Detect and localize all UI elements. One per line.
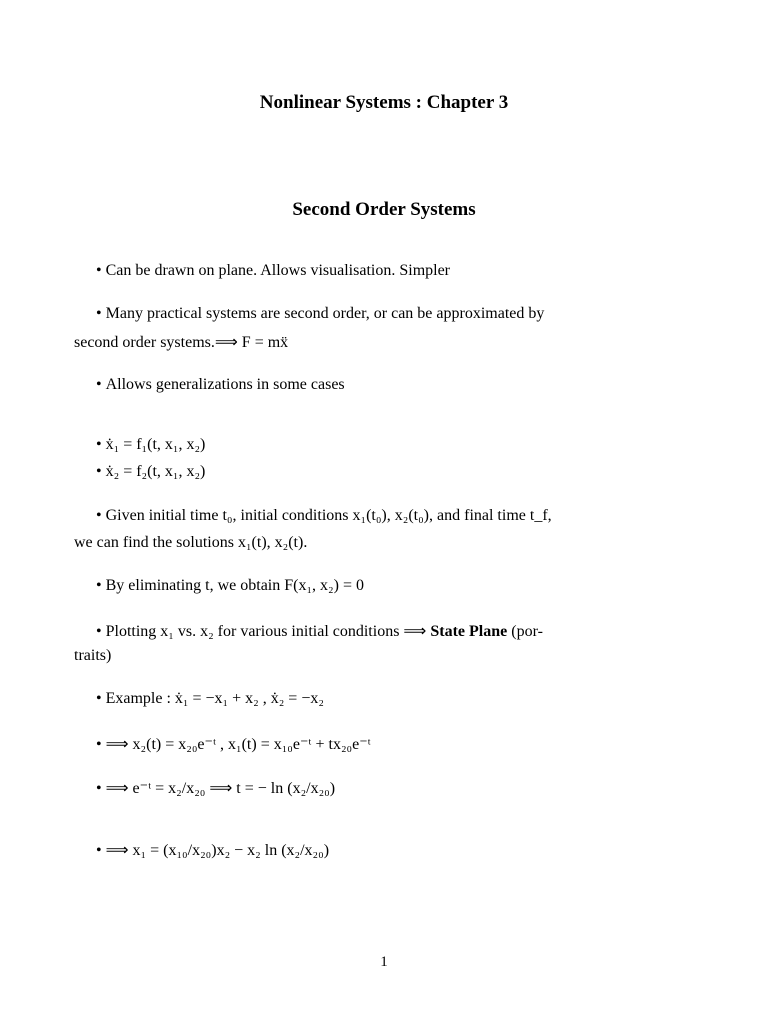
bullet-state-plane-cont: traits) bbox=[74, 647, 112, 664]
document-title: Nonlinear Systems : Chapter 3 bbox=[259, 92, 509, 113]
bullet-initial-conditions-cont: we can find the solutions x₁(t), x₂(t). bbox=[74, 534, 308, 551]
equation-x2-dot bbox=[96, 463, 205, 481]
bullet-initial-conditions bbox=[96, 507, 552, 525]
bullet-icon: • bbox=[96, 577, 102, 594]
bullet-text: ⟹ x₁ = (x₁₀/x₂₀)x₂ − x₂ ln (x₂/x₂₀) bbox=[105, 842, 330, 859]
bullet-icon: • bbox=[96, 842, 102, 859]
bullet-text: Many practical systems are second order, or can be approximated by bbox=[105, 305, 545, 322]
bullet-icon: • bbox=[96, 780, 102, 797]
bullet-visualisation bbox=[96, 262, 450, 280]
bullet-practical-systems-cont: second order systems.⟹ F = mẍ bbox=[74, 334, 289, 351]
bullet-icon: • bbox=[96, 507, 102, 524]
bullet-text: ⟹ e⁻ᵗ = x₂/x₂₀ ⟹ t = − ln (x₂/x₂₀) bbox=[105, 780, 336, 797]
bullet-text: Plotting x₁ vs. x₂ for various initial conditions ⟹ bbox=[105, 623, 427, 640]
bullet-icon: • bbox=[96, 623, 102, 640]
bullet-icon: • bbox=[96, 376, 102, 393]
bullet-text-tail: (por- bbox=[511, 623, 543, 640]
equation-text: ẋ₁ = f₁(t, x₁, x₂) bbox=[105, 436, 206, 453]
bullet-icon: • bbox=[96, 305, 102, 322]
bullet-text: Given initial time t₀, initial conditions x₁(t₀), x₂(t₀), and final time t_f, bbox=[105, 507, 552, 524]
bullet-text: By eliminating t, we obtain F(x₁, x₂) = 0 bbox=[105, 577, 364, 594]
bullet-generalizations bbox=[96, 376, 345, 394]
bullet-text: Can be drawn on plane. Allows visualisation. Simpler bbox=[105, 262, 451, 279]
page-number: 1 bbox=[380, 954, 388, 970]
bullet-text: Example : ẋ₁ = −x₁ + x₂ , ẋ₂ = −x₂ bbox=[105, 690, 324, 707]
state-plane-term: State Plane bbox=[430, 623, 508, 640]
bullet-icon: • bbox=[96, 690, 102, 707]
bullet-practical-systems bbox=[96, 305, 544, 323]
bullet-text: Allows generalizations in some cases bbox=[105, 376, 345, 393]
bullet-icon: • bbox=[96, 262, 102, 279]
bullet-example bbox=[96, 690, 324, 708]
bullet-icon: • bbox=[96, 436, 102, 453]
bullet-icon: • bbox=[96, 463, 102, 480]
bullet-trajectory bbox=[96, 840, 329, 860]
bullet-state-plane bbox=[96, 621, 543, 641]
bullet-eliminating-t bbox=[96, 577, 364, 595]
equation-x1-dot bbox=[96, 436, 205, 454]
equation-text: ẋ₂ = f₂(t, x₁, x₂) bbox=[105, 463, 206, 480]
bullet-text: ⟹ x₂(t) = x₂₀e⁻ᵗ , x₁(t) = x₁₀e⁻ᵗ + tx₂₀e⁻ᵗ bbox=[105, 736, 371, 753]
bullet-eliminate-exp bbox=[96, 778, 335, 798]
bullet-icon: • bbox=[96, 736, 102, 753]
bullet-solution bbox=[96, 734, 371, 754]
section-heading: Second Order Systems bbox=[292, 199, 476, 220]
